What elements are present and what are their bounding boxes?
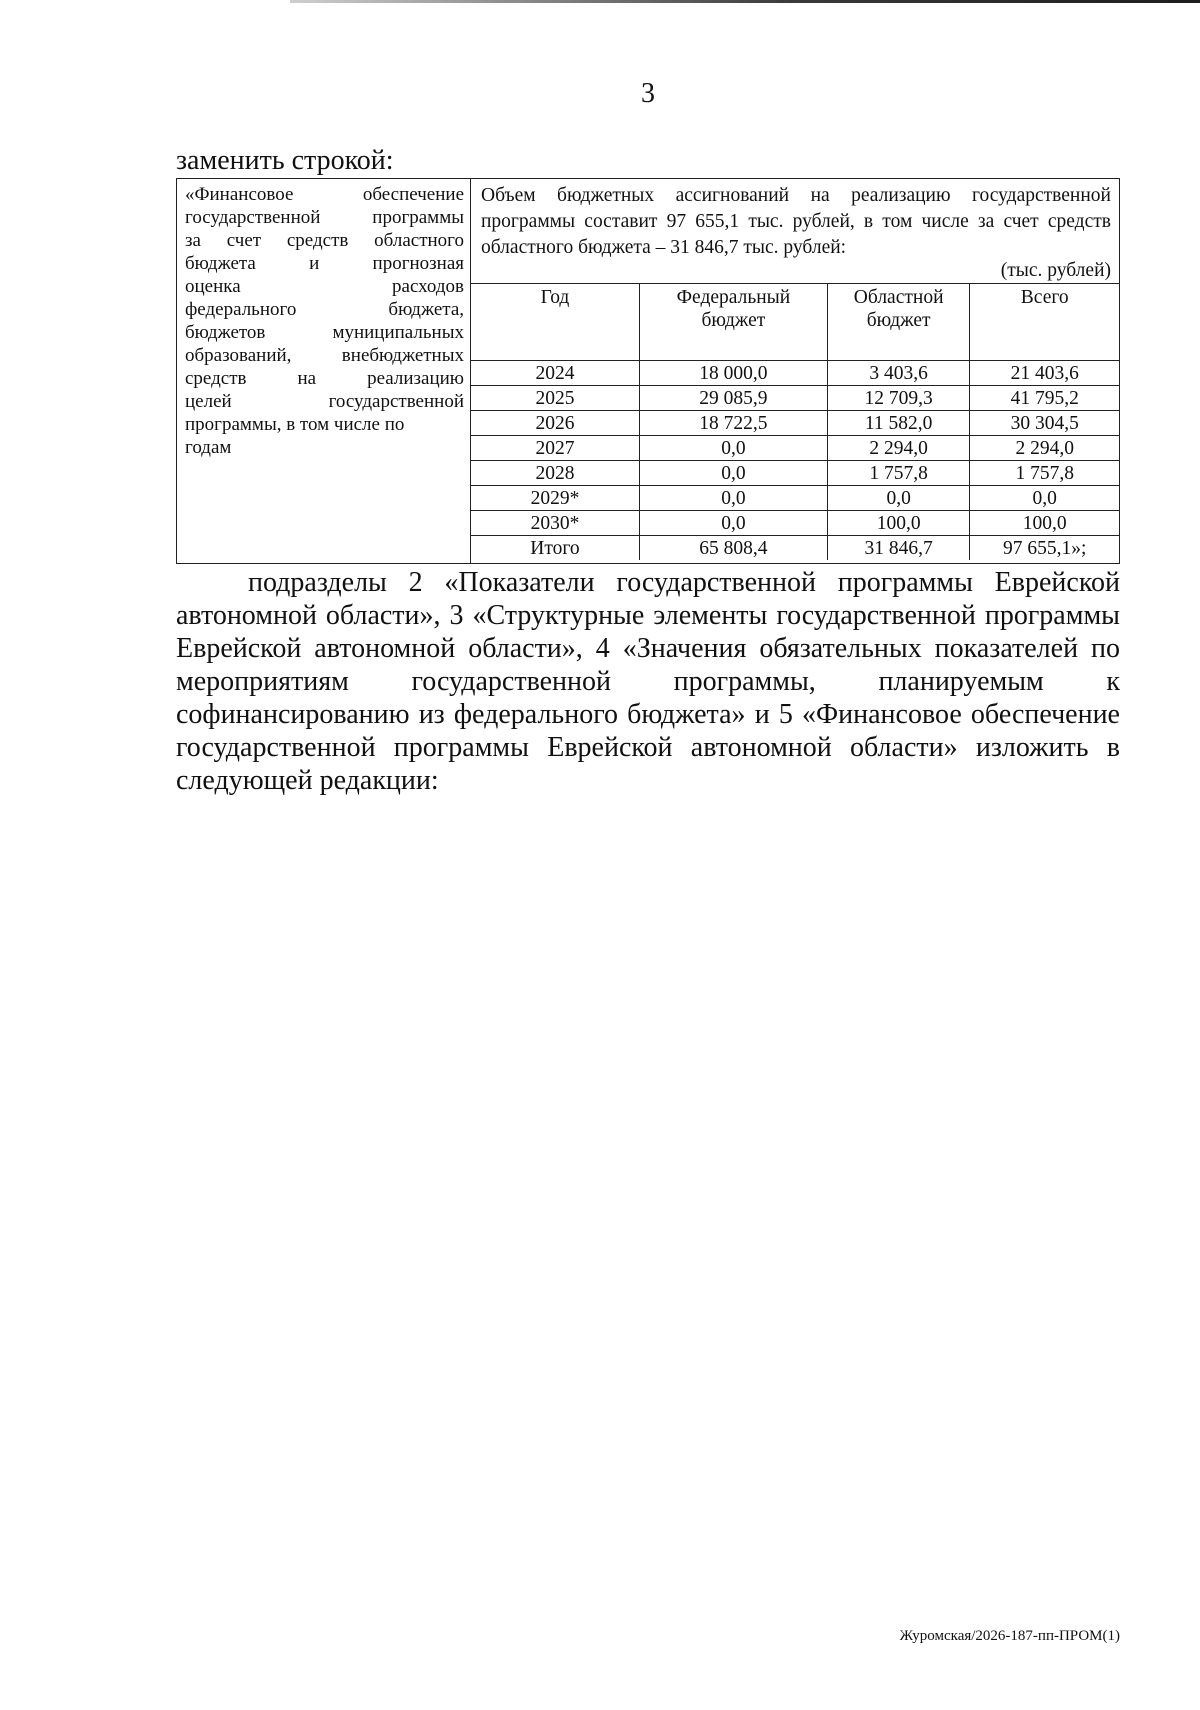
table-row (471, 361, 1119, 386)
table-cell: 0,0 (639, 486, 827, 511)
table-cell: 31 846,7 (827, 536, 970, 561)
table-cell: 0,0 (970, 486, 1119, 511)
table-cell: 0,0 (827, 486, 970, 511)
table-cell: 2028 (471, 461, 639, 486)
table-cell: 100,0 (827, 511, 970, 536)
table-cell: 18 000,0 (639, 361, 827, 386)
table-cell: 2026 (471, 411, 639, 436)
column-header: Всего (970, 284, 1119, 361)
passport-row-table (176, 178, 1120, 564)
table-cell: Итого (471, 536, 639, 561)
table-cell: 12 709,3 (827, 386, 970, 411)
lead-in-text: заменить строкой: (176, 145, 394, 176)
table-cell: 0,0 (639, 436, 827, 461)
financing-summary: Объем бюджетных ассигнований на реализацию государственной программы составит 97 655,1 тыс. рублей, в том числе за счет средств областного бюджета – 31 846,7 тыс. рублей: (481, 185, 1111, 258)
table-row (471, 486, 1119, 511)
table-cell: 29 085,9 (639, 386, 827, 411)
table-cell: 0,0 (639, 461, 827, 486)
table-row (471, 436, 1119, 461)
financing-table (471, 283, 1119, 560)
table-row (471, 411, 1119, 436)
passport-row-label-line: «Финансовое обеспечение (185, 184, 464, 205)
body-paragraph (176, 566, 1120, 797)
table-cell: 1 757,8 (827, 461, 970, 486)
passport-row-label-line: федерального бюджета, (185, 299, 464, 320)
passport-row-label (177, 179, 471, 563)
table-cell: 1 757,8 (970, 461, 1119, 486)
table-cell: 2 294,0 (827, 436, 970, 461)
table-cell: 2030* (471, 511, 639, 536)
passport-row-label-line: бюджетов муниципальных (185, 322, 464, 343)
table-cell: 2 294,0 (970, 436, 1119, 461)
table-row (471, 386, 1119, 411)
passport-row-label-line: государственной программы (185, 207, 464, 228)
financing-table-header (471, 284, 1119, 361)
column-header: Год (471, 284, 639, 361)
passport-row-label-line: образований, внебюджетных (185, 345, 464, 366)
table-cell: 21 403,6 (970, 361, 1119, 386)
table-row (471, 536, 1119, 561)
passport-row-label-line: оценка расходов (185, 276, 464, 297)
table-row (471, 461, 1119, 486)
table-cell: 18 722,5 (639, 411, 827, 436)
table-cell: 30 304,5 (970, 411, 1119, 436)
column-header: Областной бюджет (827, 284, 970, 361)
passport-row-label-line: годам (185, 437, 232, 458)
column-header: Федеральный бюджет (639, 284, 827, 361)
table-cell: 0,0 (639, 511, 827, 536)
table-cell: 3 403,6 (827, 361, 970, 386)
table-cell: 2025 (471, 386, 639, 411)
table-row (471, 511, 1119, 536)
document-reference: Журомская/2026-187-пп-ПРОМ(1) (899, 1628, 1120, 1644)
passport-row-label-line: средств на реализацию (185, 368, 464, 389)
table-cell: 2029* (471, 486, 639, 511)
table-cell: 11 582,0 (827, 411, 970, 436)
passport-row-content (471, 179, 1119, 563)
scan-top-edge (290, 0, 1200, 3)
passport-row-label-line: бюджета и прогнозная (185, 253, 464, 274)
table-cell: 41 795,2 (970, 386, 1119, 411)
passport-row-label-line: целей государственной (185, 391, 464, 412)
table-cell: 97 655,1»; (970, 536, 1119, 561)
table-cell: 2027 (471, 436, 639, 461)
passport-row-label-line: программы, в том числе по (185, 414, 405, 435)
table-cell: 65 808,4 (639, 536, 827, 561)
table-cell: 2024 (471, 361, 639, 386)
passport-row-label-line: за счет средств областного (185, 230, 464, 251)
page-number: 3 (641, 78, 655, 109)
body-paragraph-text: подразделы 2 «Показатели государственной программы Еврейской автономной области», 3 «Структурные элементы государственной программы Еврейской автономной области», 4 «Значения обязательных показателей по мероприятиям государственной программы, планируемым к софинансированию из федерального бюджета» и 5 «Финансовое обеспечение государственной программы Еврейской автономной области» изложить в следующей редакции: (176, 567, 1120, 796)
table-cell: 100,0 (970, 511, 1119, 536)
units-note: (тыс. рублей) (1000, 260, 1111, 281)
